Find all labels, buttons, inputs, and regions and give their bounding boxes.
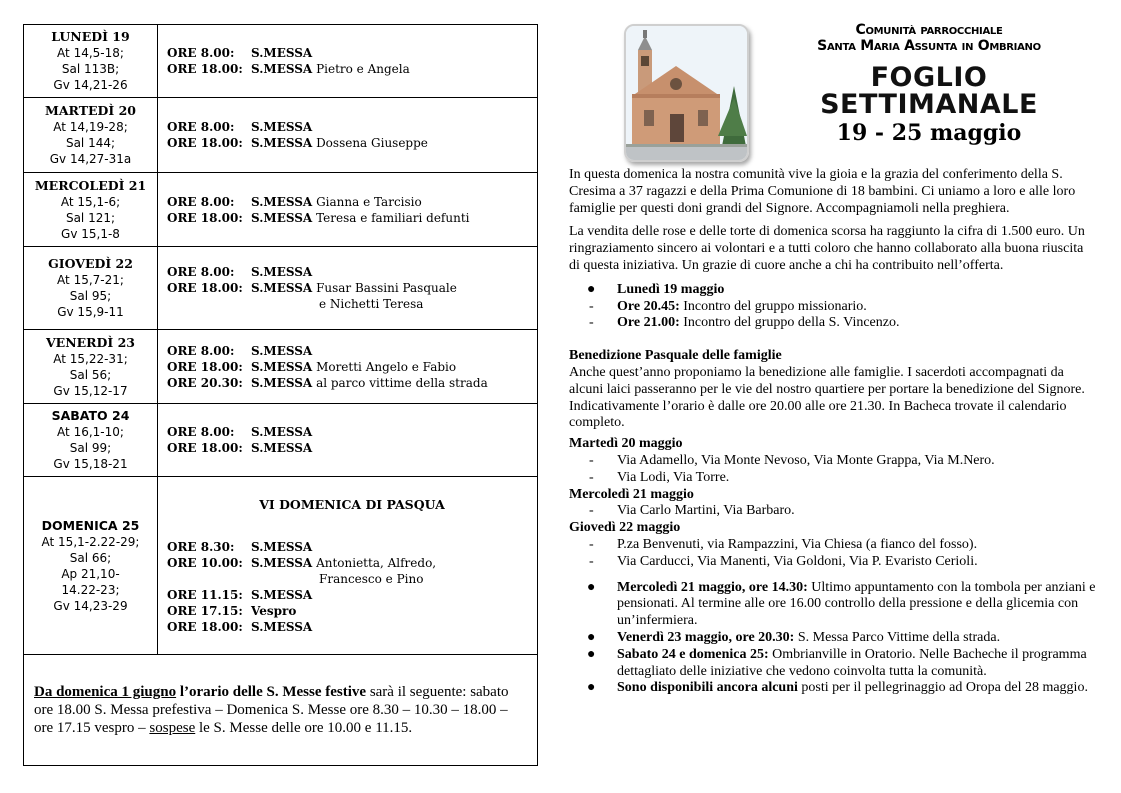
bulletin-title bbox=[764, 64, 1094, 118]
reading-ref: At 15,7-21; bbox=[57, 273, 124, 287]
bullet-item: ● Venerdì 23 maggio, ore 20.30: S. Messa Parco Vittime della strada. bbox=[587, 629, 1001, 645]
mass-line: ORE 18.00: S.MESSA Fusar Bassini Pasquale bbox=[167, 281, 457, 295]
mass-line: ORE 20.30: S.MESSA al parco vittime della strada bbox=[167, 375, 488, 390]
mass-line: ORE 18.00: S.MESSA Dossena Giuseppe bbox=[167, 136, 428, 150]
reading-ref: Gv 14,23-29 bbox=[53, 598, 128, 613]
dash-icon: - bbox=[589, 503, 594, 519]
day-name: GIOVEDÌ 22 bbox=[48, 256, 133, 271]
mass-cell bbox=[158, 98, 538, 173]
reading-ref: At 16,1-10; bbox=[57, 425, 124, 439]
reading-ref: Sal 113B; bbox=[61, 62, 120, 76]
sunday-title: VI DOMENICA DI PASQUA bbox=[259, 496, 445, 512]
summer-schedule-notice: Da domenica 1 giugno l’orario delle S. Messe festive sarà il seguente: sabato ore 18.00 S. Messa prefestiva – Domenica S. Messe ore 8.30 – 10.30 – 18.00 – ore 17.15 vespro – sospese le S. Messe delle ore 10.00 e 11.15. bbox=[24, 655, 538, 766]
blessing-day: Giovedì 22 maggio bbox=[569, 520, 681, 536]
mass-line: ORE 8.00: S.MESSA bbox=[167, 343, 313, 358]
reading-ref: Sal 66; bbox=[69, 550, 112, 565]
mass-cell bbox=[158, 330, 538, 404]
list-item: - Ore 21.00: Incontro del gruppo della S. Vincenzo. bbox=[589, 315, 900, 331]
mass-line: ORE 11.15: S.MESSA bbox=[167, 587, 313, 602]
bullet-icon: ● bbox=[587, 646, 596, 662]
mass-cell bbox=[158, 477, 538, 655]
mass-cell bbox=[158, 404, 538, 477]
schedule-row-thursday bbox=[24, 247, 538, 330]
reading-ref: Gv 14,21-26 bbox=[53, 78, 128, 92]
paragraph-confirmation: In questa domenica la nostra comunità vive la gioia e la grazia del conferimento della S. Cresima a 37 ragazzi e della Prima Comunione di 18 bambini. Ci uniamo a loro e alle loro famiglie per questi doni grandi del Signore. Accompagniamoli nella preghiera. bbox=[569, 167, 1076, 216]
mass-line: ORE 10.00: S.MESSA Antonietta, Alfredo, bbox=[167, 555, 437, 570]
day-name: SABATO 24 bbox=[51, 408, 130, 423]
community-line-2: Santa Maria Assunta in Ombriano bbox=[817, 38, 1041, 54]
schedule-row-tuesday bbox=[24, 98, 538, 173]
bullet-icon: ● bbox=[587, 281, 596, 297]
dash-icon: - bbox=[589, 469, 594, 485]
mass-cell bbox=[158, 247, 538, 330]
blessing-title: Benedizione Pasquale delle famiglie bbox=[569, 348, 782, 364]
dash-icon: - bbox=[589, 536, 594, 552]
reading-ref: At 15,1-2.22-29; bbox=[41, 534, 140, 549]
mass-line: ORE 18.00: S.MESSA Teresa e familiari defunti bbox=[167, 210, 470, 225]
mass-line: ORE 18.00: S.MESSA Moretti Angelo e Fabio bbox=[167, 359, 457, 374]
list-item: - Via Carlo Martini, Via Barbaro. bbox=[589, 503, 795, 519]
list-item: - Via Carducci, Via Manenti, Via Goldoni, Via P. Evaristo Cerioli. bbox=[589, 553, 978, 569]
mass-line: Francesco e Pino bbox=[319, 571, 424, 586]
blessing-day: Mercoledì 21 maggio bbox=[569, 486, 694, 502]
title-line-1: FOGLIO bbox=[870, 62, 988, 93]
day-cell bbox=[24, 330, 158, 404]
day-name: LUNEDÌ 19 bbox=[51, 29, 130, 44]
mass-line: ORE 18.00: S.MESSA bbox=[167, 441, 313, 455]
blessing-day: Martedì 20 maggio bbox=[569, 436, 683, 452]
schedule-row-friday bbox=[24, 330, 538, 404]
community-line-1: Comunità parrocchiale bbox=[855, 22, 1003, 38]
bullet-icon: ● bbox=[587, 579, 596, 595]
title-block bbox=[764, 22, 1094, 146]
reading-ref: 14.22-23; bbox=[61, 582, 120, 597]
community-name bbox=[764, 22, 1094, 54]
bullet-icon: ● bbox=[587, 629, 596, 645]
mass-cell bbox=[158, 25, 538, 98]
reading-ref: Sal 99; bbox=[69, 441, 112, 455]
dash-icon: - bbox=[589, 452, 594, 468]
reading-ref: Gv 15,9-11 bbox=[57, 305, 124, 319]
day-name: VENERDÌ 23 bbox=[45, 334, 135, 350]
reading-ref: Sal 95; bbox=[69, 289, 112, 303]
reading-ref: At 14,19-28; bbox=[53, 120, 128, 134]
week-dates: 19 - 25 maggio bbox=[836, 120, 1022, 146]
blessing-text: Anche quest’anno proponiamo la benedizione alle famiglie. I sacerdoti accompagnati da alcuni laici passeranno per le vie del nostro quartiere per portare la benedizione del Signore. Indicativamente l’orario è dalle ore 20.00 alle ore 21.30. In Bacheca trovate il calendario completo. bbox=[569, 364, 1085, 431]
mass-line: e Nichetti Teresa bbox=[319, 297, 424, 311]
day-cell bbox=[24, 404, 158, 477]
day-name: MARTEDÌ 20 bbox=[45, 103, 136, 118]
bullet-item: ● Sono disponibili ancora alcuni posti per il pellegrinaggio ad Oropa del 28 maggio. bbox=[587, 680, 1088, 696]
reading-ref: Sal 144; bbox=[65, 136, 116, 150]
schedule-row-saturday bbox=[24, 404, 538, 477]
reading-ref: Sal 56; bbox=[69, 367, 112, 382]
bullet-icon: ● bbox=[587, 680, 596, 696]
reading-ref: Gv 15,18-21 bbox=[53, 457, 128, 471]
mass-line: ORE 8.00: S.MESSA bbox=[167, 425, 313, 439]
reading-ref: Gv 14,27-31a bbox=[49, 152, 132, 166]
dash-icon: - bbox=[589, 298, 594, 314]
day-name: MERCOLEDÌ 21 bbox=[34, 177, 147, 193]
bulletin-content bbox=[569, 167, 1097, 697]
mass-line: ORE 18.00: S.MESSA Pietro e Angela bbox=[167, 62, 410, 76]
day-name: DOMENICA 25 bbox=[41, 517, 140, 533]
day-cell bbox=[24, 98, 158, 173]
day-cell bbox=[24, 173, 158, 247]
bullet-item: ● Sabato 24 e domenica 25: Ombrianville in Oratorio. Nelle Bacheche il programma dettagliato delle iniziative che vedono coinvolta tutta la comunità. bbox=[587, 646, 1087, 679]
reading-ref: Sal 121; bbox=[65, 210, 116, 225]
dash-icon: - bbox=[589, 315, 594, 331]
mass-line: ORE 8.30: S.MESSA bbox=[167, 539, 313, 554]
mass-cell bbox=[158, 173, 538, 247]
schedule-row-wednesday bbox=[24, 173, 538, 247]
title-line-2: SETTIMANALE bbox=[820, 89, 1038, 120]
schedule-row-monday bbox=[24, 25, 538, 98]
reading-ref: Ap 21,10- bbox=[61, 566, 120, 581]
reading-ref: At 14,5-18; bbox=[57, 46, 124, 60]
church-photo bbox=[624, 24, 749, 162]
bullet-item: ● Mercoledì 21 maggio, ore 14.30: Ultimo appuntamento con la tombola per anziani e pensionati. Al termine alle ore 16.00 controllo della pressione e della glicemia con un’infermiera. bbox=[587, 579, 1096, 629]
day-cell bbox=[24, 247, 158, 330]
reading-ref: Gv 15,1-8 bbox=[61, 226, 120, 241]
list-item: - Ore 20.45: Incontro del gruppo missionario. bbox=[589, 298, 867, 314]
mass-line: ORE 8.00: S.MESSA Gianna e Tarcisio bbox=[167, 194, 422, 209]
bullet-monday: ● Lunedì 19 maggio bbox=[587, 281, 725, 297]
reading-ref: At 15,22-31; bbox=[53, 351, 128, 366]
reading-ref: Gv 15,12-17 bbox=[53, 383, 128, 398]
church-image bbox=[626, 26, 747, 160]
list-item: - Via Adamello, Via Monte Nevoso, Via Monte Grappa, Via M.Nero. bbox=[589, 452, 995, 468]
mass-line: ORE 8.00: S.MESSA bbox=[167, 46, 313, 60]
mass-line: ORE 8.00: S.MESSA bbox=[167, 265, 313, 279]
day-cell bbox=[24, 25, 158, 98]
schedule-row-notice bbox=[24, 655, 538, 766]
bulletin-header bbox=[624, 22, 1094, 162]
paragraph-roses-sale: La vendita delle rose e delle torte di domenica scorsa ha raggiunto la cifra di 1.500 euro. Un ringraziamento sincero ai volontari e a tutti coloro che hanno collaborato alla buona riuscita di questa iniziativa. Un grazie di cuore anche a chi ha contribuito nell’offerta. bbox=[569, 224, 1085, 273]
mass-line: ORE 17.15: Vespro bbox=[167, 603, 297, 618]
reading-ref: At 15,1-6; bbox=[60, 194, 121, 209]
schedule-row-sunday bbox=[24, 477, 538, 655]
mass-line: ORE 8.00: S.MESSA bbox=[167, 120, 313, 134]
day-cell bbox=[24, 477, 158, 655]
mass-schedule-table bbox=[23, 24, 538, 766]
list-item: - P.za Benvenuti, via Rampazzini, Via Chiesa (a fianco del fosso). bbox=[589, 536, 978, 552]
mass-line: ORE 18.00: S.MESSA bbox=[167, 619, 313, 634]
dash-icon: - bbox=[589, 553, 594, 569]
list-item: - Via Lodi, Via Torre. bbox=[589, 469, 730, 485]
